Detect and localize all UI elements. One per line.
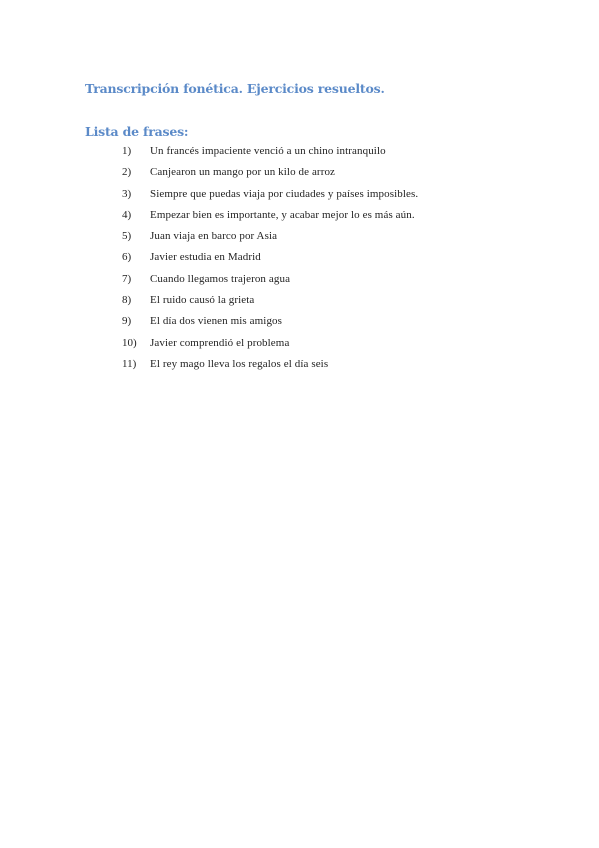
list-item-number: 1) — [122, 145, 132, 157]
list-item — [0, 207, 599, 228]
list-item — [0, 186, 599, 207]
list-item-text: Javier estudia en Madrid — [150, 251, 261, 264]
list-item-text: Cuando llegamos trajeron agua — [150, 272, 291, 285]
sentence-list — [0, 143, 599, 377]
section-title: Lista de frases: — [85, 124, 189, 139]
list-item-number: 11) — [122, 357, 137, 370]
list-item-text: Siempre que puedas viaja por ciudades y países imposibles. — [150, 187, 419, 200]
list-item-text: El rey mago lleva los regalos el día seis — [150, 357, 329, 370]
document-title: Transcripción fonética. Ejercicios resueltos. — [85, 81, 385, 96]
list-item-text: El ruido causó la grieta — [150, 294, 255, 307]
list-item-text: Javier comprendió el problema — [150, 336, 290, 349]
list-item — [0, 313, 599, 334]
list-item-text: Un francés impaciente venció a un chino intranquilo — [150, 145, 386, 157]
list-item — [0, 292, 599, 313]
list-item-number: 7) — [122, 272, 132, 285]
list-item-number: 5) — [122, 230, 132, 243]
list-item-text: Juan viaja en barco por Asia — [150, 230, 278, 243]
list-item-number: 2) — [122, 166, 132, 179]
list-item-text: Empezar bien es importante, y acabar mejor lo es más aún. — [150, 208, 415, 221]
list-item — [0, 249, 599, 270]
list-item-number: 9) — [122, 315, 132, 328]
list-item-number: 3) — [122, 187, 132, 200]
list-item-number: 8) — [122, 294, 132, 307]
list-item-number: 4) — [122, 208, 132, 221]
list-item — [0, 228, 599, 249]
list-item — [0, 356, 599, 377]
list-item — [0, 271, 599, 292]
list-item-text: Canjearon un mango por un kilo de arroz — [150, 166, 336, 179]
list-item — [0, 143, 599, 164]
list-item-number: 10) — [122, 336, 137, 349]
list-item — [0, 164, 599, 185]
list-item — [0, 335, 599, 356]
list-item-text: El día dos vienen mis amigos — [150, 315, 283, 328]
list-item-number: 6) — [122, 251, 132, 264]
